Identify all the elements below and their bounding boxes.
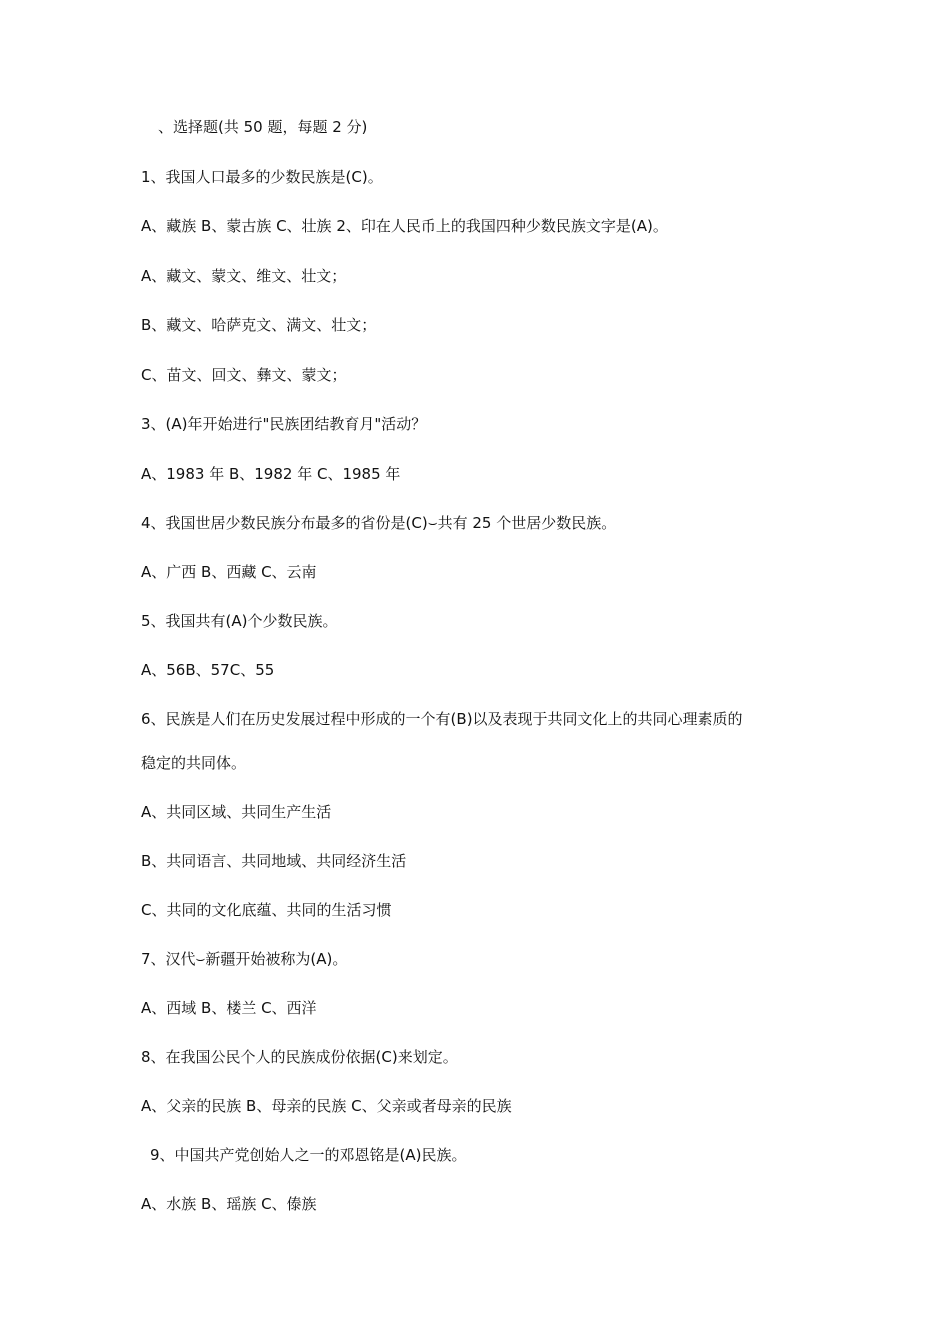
question-6-option-b: B、共同语言、共同地域、共同经济生活	[141, 852, 407, 870]
question-5: 5、我国共有(A)个少数民族。	[141, 612, 338, 630]
question-8: 8、在我国公民个人的民族成份依据(C)来划定。	[141, 1048, 458, 1066]
question-6: 6、民族是人们在历史发展过程中形成的一个有(B)以及表现于共同文化上的共同心理素质的	[141, 710, 743, 728]
question-9-options: A、水族 B、瑶族 C、傣族	[141, 1195, 317, 1213]
question-4-options: A、广西 B、西藏 C、云南	[141, 563, 317, 581]
question-6-option-c: C、共同的文化底蕴、共同的生活习惯	[141, 901, 392, 919]
question-7-options: A、西域 B、楼兰 C、西洋	[141, 999, 317, 1017]
section-heading: 、选择题(共 50 题，每题 2 分)	[158, 118, 368, 136]
question-2-option-a: A、藏文、蒙文、维文、壮文；	[141, 267, 347, 285]
question-1: 1、我国人口最多的少数民族是(C)。	[141, 168, 383, 186]
question-6-option-a: A、共同区域、共同生产生活	[141, 803, 332, 821]
question-5-options: A、56B、57C、55	[141, 661, 275, 679]
question-8-options: A、父亲的民族 B、母亲的民族 C、父亲或者母亲的民族	[141, 1097, 512, 1115]
question-1-options-and-question-2: A、藏族 B、蒙古族 C、壮族 2、印在人民币上的我国四种少数民族文字是(A)。	[141, 217, 668, 235]
question-2-option-b: B、藏文、哈萨克文、满文、壮文；	[141, 316, 377, 334]
question-9: 9、中国共产党创始人之一的邓恩铭是(A)民族。	[150, 1146, 467, 1164]
question-2-option-c: C、苗文、回文、彝文、蒙文；	[141, 366, 347, 384]
question-3-options: A、1983 年 B、1982 年 C、1985 年	[141, 465, 401, 483]
question-4: 4、我国世居少数民族分布最多的省份是(C)⌣共有 25 个世居少数民族。	[141, 514, 617, 532]
question-3: 3、(A)年开始进行"民族团结教育月"活动？	[141, 415, 427, 433]
question-6-continued: 稳定的共同体。	[141, 754, 247, 772]
question-7: 7、汉代⌣新疆开始被称为(A)。	[141, 950, 348, 968]
